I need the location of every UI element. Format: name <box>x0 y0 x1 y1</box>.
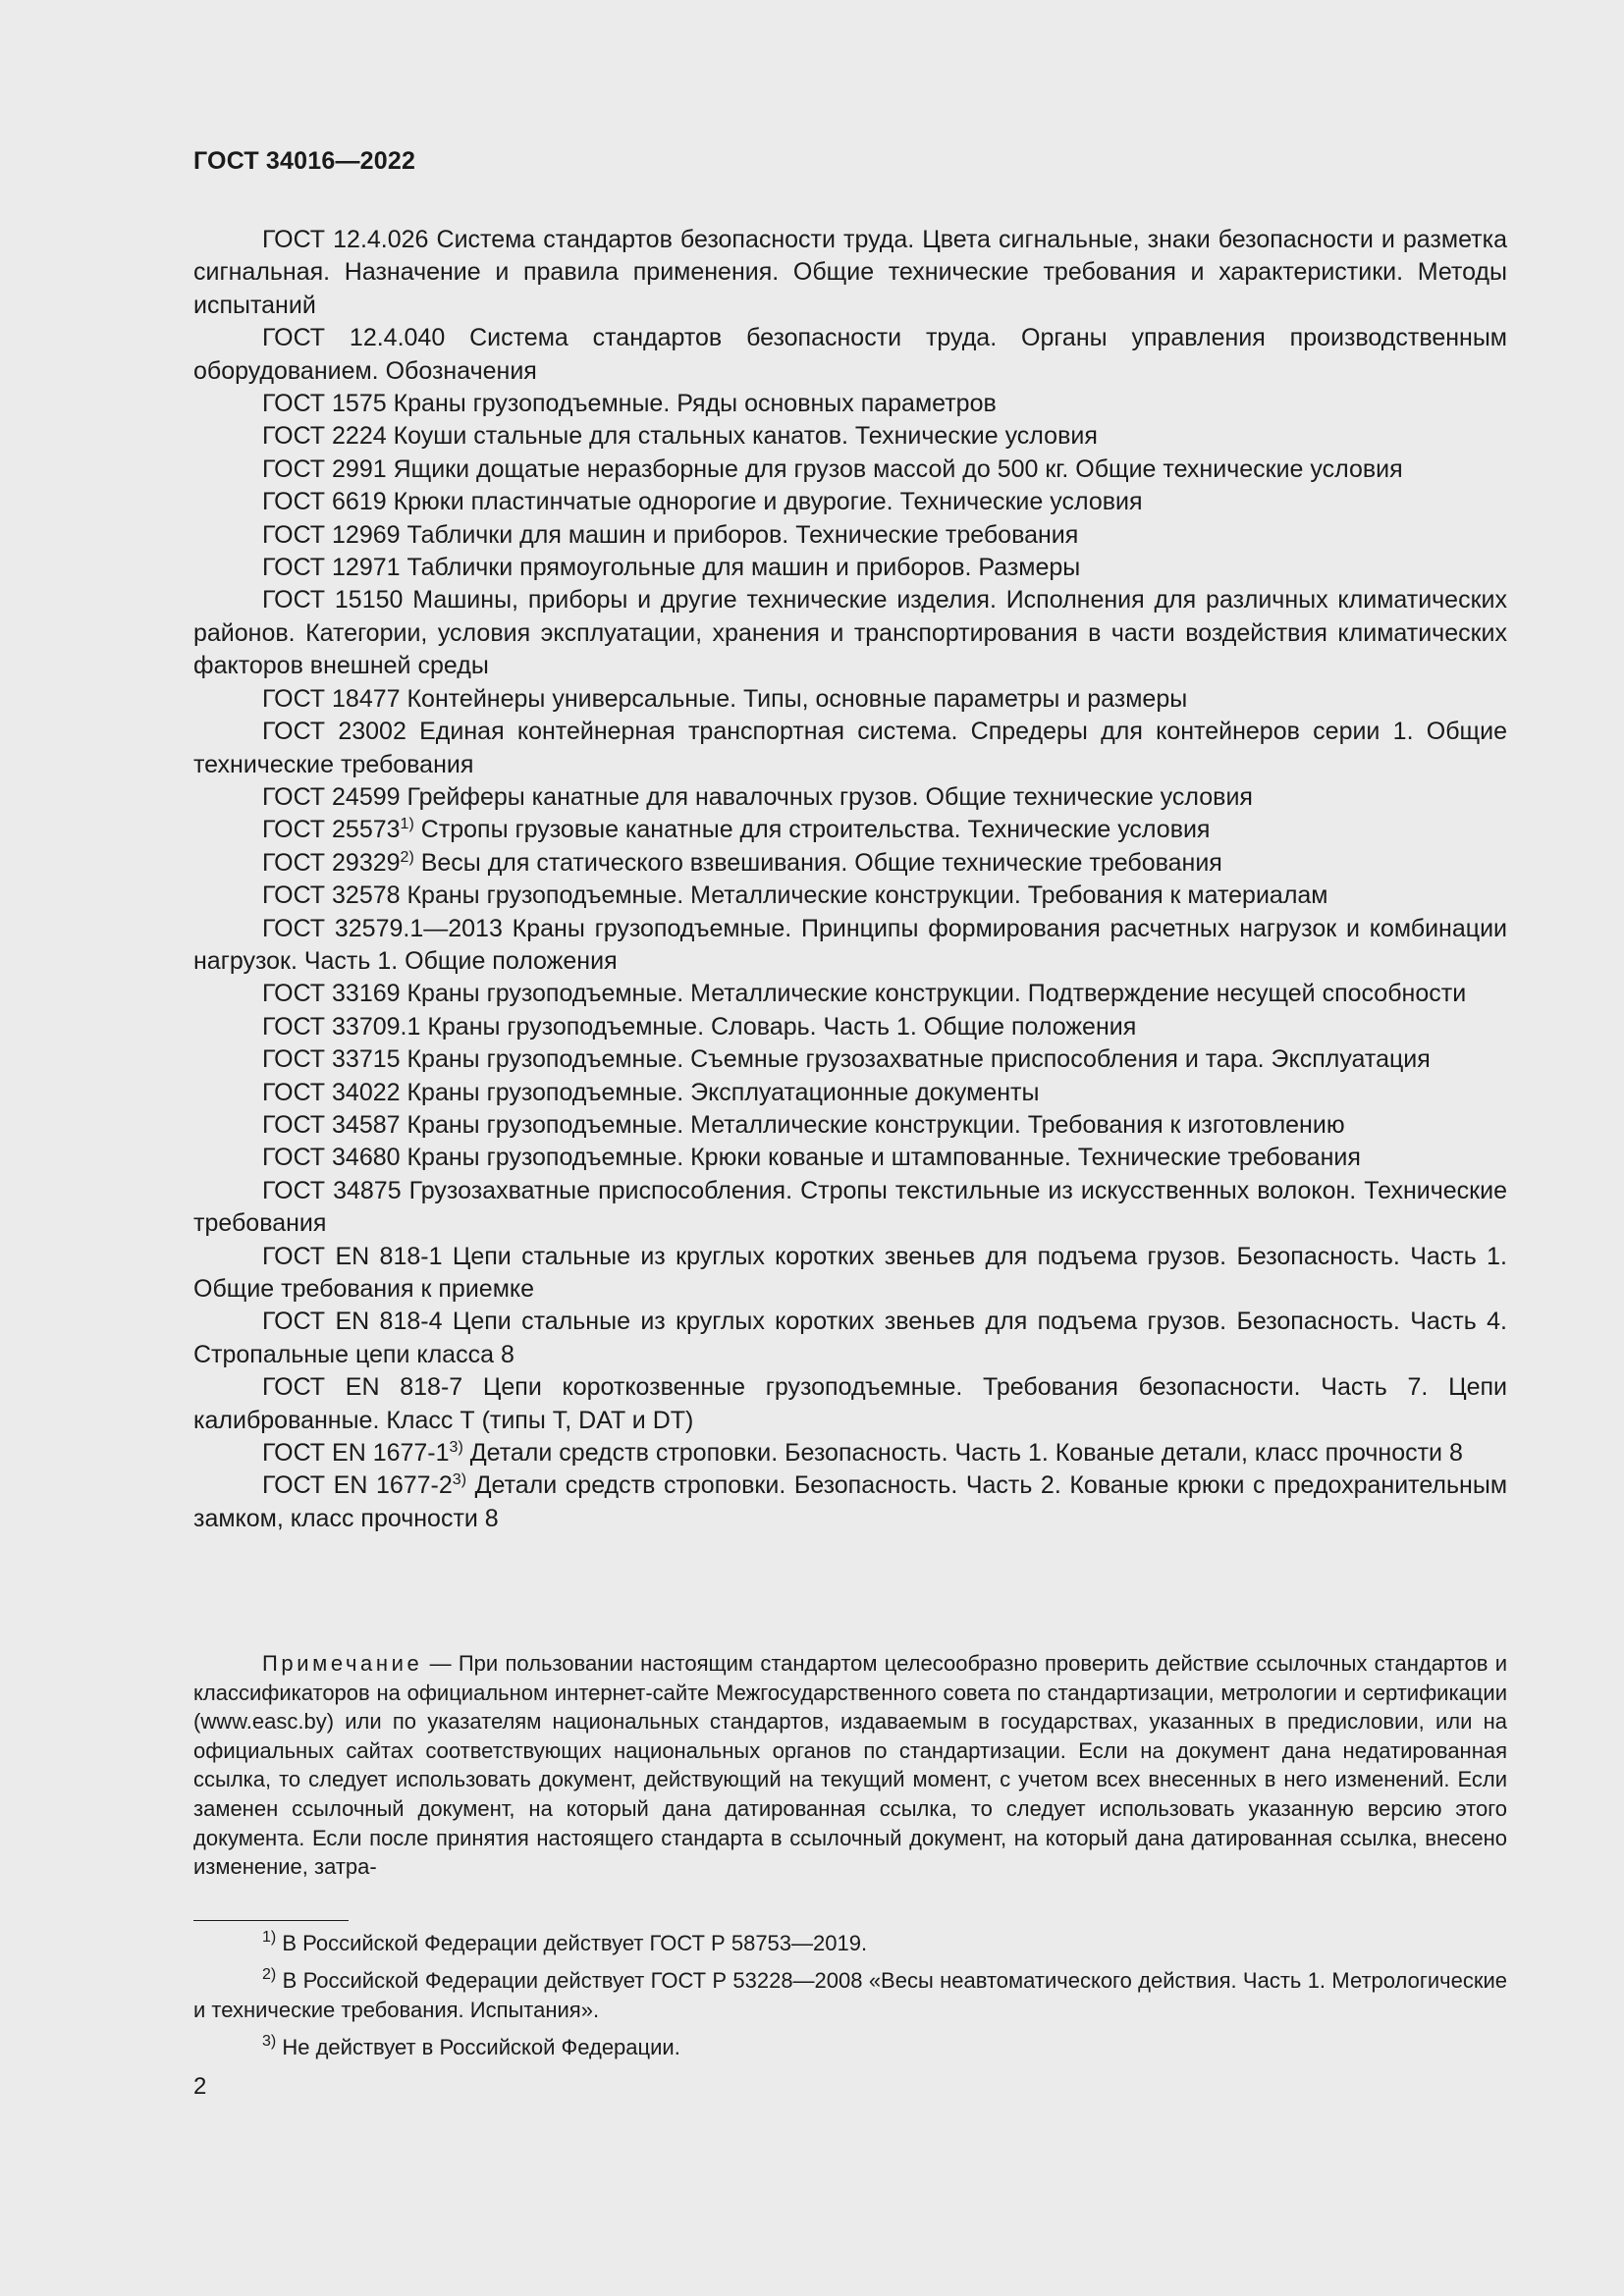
footnote-mark: 2) <box>400 848 414 866</box>
reference-title: Весы для статического взвешивания. Общие технические требования <box>413 848 1222 877</box>
reference-item: ГОСТ 34680 Краны грузоподъемные. Крюки кованые и штампованные. Технические требования <box>262 1144 1361 1172</box>
reference-item: ГОСТ 34875 Грузозахватные приспособления. Стропы текстильные из искусственных волокон. Технические требования <box>193 1176 1507 1238</box>
reference-item: ГОСТ EN 818-4 Цепи стальные из круглых коротких звеньев для подъема грузов. Безопасность. Часть 4. Стропальные цепи класса 8 <box>193 1308 1507 1368</box>
reference-item: ГОСТ EN 818-7 Цепи короткозвенные грузоподъемные. Требования безопасности. Часть 7. Цепи калиброванные. Класс Т (типы Т, DAT и DT) <box>193 1373 1507 1434</box>
reference-item: ГОСТ 33169 Краны грузоподъемные. Металлические конструкции. Подтверждение несущей способности <box>262 980 1467 1008</box>
reference-title: Детали средств строповки. Безопасность. Часть 2. Кованые крюки с предохранительным замком, класс прочности 8 <box>193 1471 1508 1532</box>
reference-item: ГОСТ 18477 Контейнеры универсальные. Типы, основные параметры и размеры <box>262 684 1188 713</box>
note-text: — При пользовании настоящим стандартом целесообразно проверить действие ссылочных стандартов и классификаторов на официальном интернет-сайте Межгосударственного совета по стандартизации, метрологии и сертификации (www.easc.by) или по указателям национальных стандартов, издаваемым в государствах, указанных в предисловии, или на официальных сайтах соответствующих национальных органов по стандартизации. Если на документ дана недатированная ссылка, то следует использовать документ, действующий на текущий момент, с учетом всех внесенных в него изменений. Если заменен ссылочный документ, на который дана датированная ссылка, то следует использовать указанную версию этого документа. Если после принятия настоящего стандарта в ссылочный документ, на который дана датированная ссылка, внесено изменение, затра- <box>193 1651 1507 1880</box>
reference-item: ГОСТ EN 818-1 Цепи стальные из круглых коротких звеньев для подъема грузов. Безопасность. Часть 1. Общие требования к приемке <box>193 1242 1507 1303</box>
note-paragraph <box>193 1649 1507 1882</box>
reference-item: ГОСТ 12969 Таблички для машин и приборов. Технические требования <box>262 520 1079 549</box>
footnote-text: В Российской Федерации действует ГОСТ Р 58753—2019. <box>276 1931 868 1955</box>
reference-item: ГОСТ 12.4.040 Система стандартов безопасности труда. Органы управления производственным оборудованием. Обозначения <box>193 324 1507 385</box>
footnote-text: Не действует в Российской Федерации. <box>276 2035 680 2059</box>
reference-item <box>193 847 1507 880</box>
footnote-mark: 3) <box>262 2033 277 2050</box>
footnote-mark: 3) <box>449 1439 463 1457</box>
footnote-item <box>193 1966 1507 2025</box>
footnote-mark: 1) <box>262 1929 277 1946</box>
reference-item: ГОСТ 33709.1 Краны грузоподъемные. Словарь. Часть 1. Общие положения <box>262 1012 1137 1041</box>
footnote-text: В Российской Федерации действует ГОСТ Р 53228—2008 «Весы неавтоматического действия. Часть 1. Метрологические и технические требования. Испытания». <box>193 1968 1507 2022</box>
footnote-mark: 1) <box>400 816 414 833</box>
reference-item <box>193 1437 1507 1469</box>
reference-item: ГОСТ 6619 Крюки пластинчатые однорогие и двурогие. Технические условия <box>262 488 1143 516</box>
footnotes <box>193 1929 1507 2070</box>
reference-item: ГОСТ 33715 Краны грузоподъемные. Съемные грузозахватные приспособления и тара. Эксплуатация <box>262 1045 1431 1074</box>
reference-code: ГОСТ EN 1677-2 <box>262 1471 453 1500</box>
reference-item: ГОСТ 12971 Таблички прямоугольные для машин и приборов. Размеры <box>262 554 1081 582</box>
footnote-separator <box>193 1920 349 1921</box>
reference-title: Стропы грузовые канатные для строительства. Технические условия <box>413 816 1211 844</box>
reference-item: ГОСТ 2224 Коуши стальные для стальных канатов. Технические условия <box>262 422 1098 451</box>
reference-item: ГОСТ 32578 Краны грузоподъемные. Металлические конструкции. Требования к материалам <box>262 881 1328 910</box>
reference-item: ГОСТ 2991 Ящики дощатые неразборные для грузов массой до 500 кг. Общие технические условия <box>262 454 1403 483</box>
reference-item: ГОСТ 24599 Грейферы канатные для навалочных грузов. Общие технические условия <box>262 782 1253 811</box>
footnote-item <box>193 1929 1507 1958</box>
reference-item: ГОСТ 15150 Машины, приборы и другие технические изделия. Исполнения для различных климатических районов. Категории, условия эксплуатации, хранения и транспортирования в части воздействия климатических факторов внешней среды <box>193 586 1507 680</box>
footnote-mark: 2) <box>262 1966 277 1983</box>
reference-code: ГОСТ 29329 <box>262 848 401 877</box>
normative-references-list <box>193 224 1507 1535</box>
footnote-mark: 3) <box>452 1471 467 1489</box>
reference-item <box>193 814 1507 846</box>
reference-item: ГОСТ 23002 Единая контейнерная транспортная система. Спредеры для контейнеров серии 1. Общие технические требования <box>193 718 1507 778</box>
page-number: 2 <box>193 2073 207 2100</box>
reference-item: ГОСТ 1575 Краны грузоподъемные. Ряды основных параметров <box>262 390 997 418</box>
reference-item: ГОСТ 34587 Краны грузоподъемные. Металлические конструкции. Требования к изготовлению <box>262 1110 1345 1139</box>
reference-item: ГОСТ 32579.1—2013 Краны грузоподъемные. Принципы формирования расчетных нагрузок и комбинации нагрузок. Часть 1. Общие положения <box>193 914 1507 975</box>
document-header: ГОСТ 34016—2022 <box>193 147 416 175</box>
note-label: Примечание <box>262 1651 423 1676</box>
reference-item <box>193 1469 1507 1535</box>
reference-code: ГОСТ EN 1677-1 <box>262 1439 450 1468</box>
reference-code: ГОСТ 25573 <box>262 816 401 844</box>
reference-title: Детали средств строповки. Безопасность. Часть 1. Кованые детали, класс прочности 8 <box>462 1439 1463 1468</box>
footnote-item <box>193 2033 1507 2062</box>
reference-item: ГОСТ 34022 Краны грузоподъемные. Эксплуатационные документы <box>262 1078 1040 1106</box>
reference-item: ГОСТ 12.4.026 Система стандартов безопасности труда. Цвета сигнальные, знаки безопасности и разметка сигнальная. Назначение и правила применения. Общие технические требования и характеристики. Методы испытаний <box>193 226 1507 319</box>
